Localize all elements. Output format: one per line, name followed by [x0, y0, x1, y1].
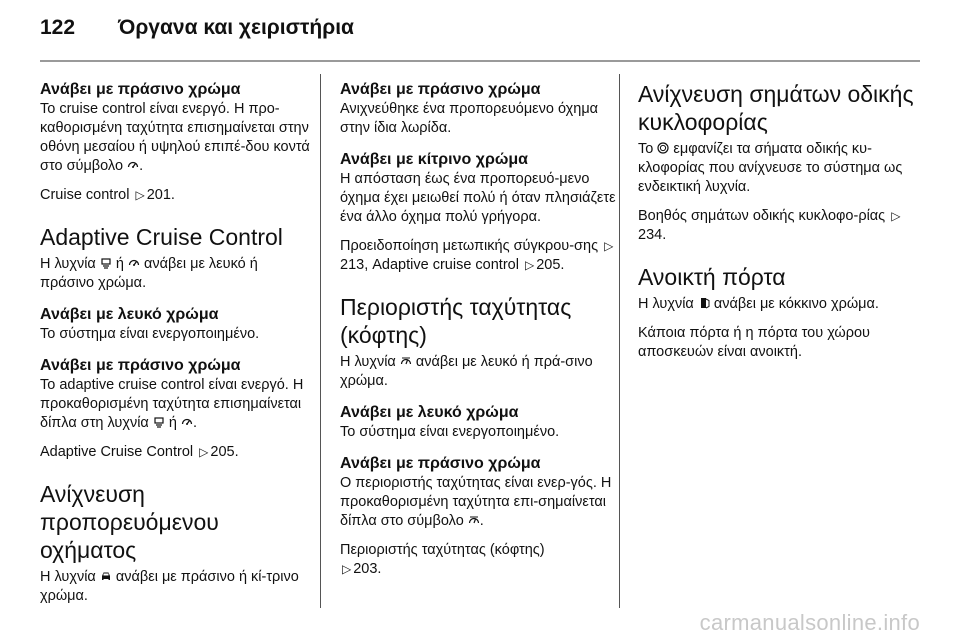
- adaptive-cruise-icon: [100, 257, 112, 269]
- cross-reference[interactable]: Cruise control ▷ 201.: [40, 187, 175, 203]
- paragraph: Το εμφανίζει τα σήματα οδικής κυ-κλοφορίας που ανίχνευσε το σύστημα ως ενδεικτική λυχνία.: [638, 141, 903, 195]
- door-open-icon: [698, 297, 710, 309]
- paragraph: Η λυχνία ανάβει με κόκκινο χρώμα.: [638, 296, 879, 312]
- section-title: Ανίχνευση προπορευόμενου οχήματος: [40, 481, 219, 563]
- section-heading: Ανάβει με κίτρινο χρώμα: [340, 151, 528, 168]
- cross-reference[interactable]: Περιοριστής ταχύτητας (κόφτης) ▷ 203.: [340, 542, 545, 577]
- column-divider: [619, 74, 620, 608]
- reference-arrow-icon: ▷: [604, 239, 614, 253]
- cruise-control-icon: [128, 257, 140, 269]
- section-heading: Ανάβει με πράσινο χρώμα: [40, 81, 241, 98]
- paragraph: Το σύστημα είναι ενεργοποιημένο.: [40, 326, 260, 342]
- paragraph: Ανιχνεύθηκε ένα προπορευόμενο όχημα στην ίδια λωρίδα.: [340, 101, 599, 136]
- cross-reference[interactable]: Προειδοποίηση μετωπικής σύγκρου-σης ▷213, Adaptive cruise control ▷ 205.: [340, 238, 614, 273]
- speed-limiter-icon: [468, 514, 480, 526]
- section-heading: Ανάβει με πράσινο χρώμα: [340, 81, 541, 98]
- traffic-sign-icon: [657, 142, 669, 154]
- reference-arrow-icon: ▷: [524, 258, 535, 272]
- column-2: [340, 80, 616, 579]
- vehicle-ahead-icon: [100, 570, 112, 582]
- paragraph: Ο περιοριστής ταχύτητας είναι ενερ-γός. Η προκαθορισμένη ταχύτητα επι-σημαίνεται δίπλα στο σύμβολο .: [340, 475, 612, 529]
- section-title: Adaptive Cruise Control: [40, 224, 283, 250]
- adaptive-cruise-icon: [153, 416, 165, 428]
- paragraph: Η απόσταση έως ένα προπορευό-μενο όχημα έχει μειωθεί πολύ ή όταν πλησιάζετε ένα άλλο όχημα πολύ γρήγορα.: [340, 171, 616, 225]
- paragraph: Το σύστημα είναι ενεργοποιημένο.: [340, 424, 560, 440]
- paragraph: Η λυχνία ανάβει με πράσινο ή κί-τρινο χρώμα.: [40, 569, 299, 604]
- column-1: [40, 80, 312, 606]
- reference-arrow-icon: ▷: [199, 445, 209, 459]
- watermark: carmanualsonline.info: [699, 610, 920, 635]
- section-title: Περιοριστής ταχύτητας (κόφτης): [340, 294, 572, 348]
- column-divider: [320, 74, 321, 608]
- page-title: Όργανα και χειριστήρια: [118, 16, 354, 39]
- section-heading: Ανάβει με λευκό χρώμα: [40, 306, 219, 323]
- column-3: [638, 80, 920, 362]
- cruise-control-icon: [181, 416, 193, 428]
- reference-arrow-icon: ▷: [135, 188, 145, 202]
- paragraph: Κάποια πόρτα ή η πόρτα του χώρου αποσκευών είναι ανοικτή.: [638, 325, 870, 360]
- reference-arrow-icon: ▷: [891, 209, 901, 223]
- section-title: Ανίχνευση σημάτων οδικής κυκλοφορίας: [638, 81, 914, 135]
- reference-arrow-icon: ▷: [342, 562, 352, 576]
- cross-reference[interactable]: Adaptive Cruise Control ▷ 205.: [40, 444, 239, 460]
- section-title: Ανοικτή πόρτα: [638, 264, 786, 290]
- page-number: 122: [40, 16, 76, 39]
- cross-reference[interactable]: Βοηθός σημάτων οδικής κυκλοφο-ρίας ▷234.: [638, 208, 901, 243]
- section-heading: Ανάβει με πράσινο χρώμα: [340, 455, 541, 472]
- section-heading: Ανάβει με πράσινο χρώμα: [40, 357, 241, 374]
- paragraph: Το adaptive cruise control είναι ενεργό. Η προκαθορισμένη ταχύτητα επισημαίνεται δίπλα στη λυχνία ή .: [40, 377, 304, 431]
- paragraph: Το cruise control είναι ενεργό. Η προ-καθορισμένη ταχύτητα επισημαίνεται στην οθόνη μεσαίου ή υψηλού επιπέ-δου κοντά στο σύμβολο .: [40, 101, 310, 174]
- header-rule: [40, 60, 920, 62]
- speed-limiter-icon: [400, 355, 412, 367]
- page-header: [40, 16, 354, 48]
- section-heading: Ανάβει με λευκό χρώμα: [340, 404, 519, 421]
- cruise-control-icon: [127, 159, 139, 171]
- paragraph: Η λυχνία ανάβει με λευκό ή πρά-σινο χρώμα.: [340, 354, 593, 389]
- paragraph: Η λυχνία ή ανάβει με λευκό ή πράσινο χρώμα.: [40, 256, 258, 291]
